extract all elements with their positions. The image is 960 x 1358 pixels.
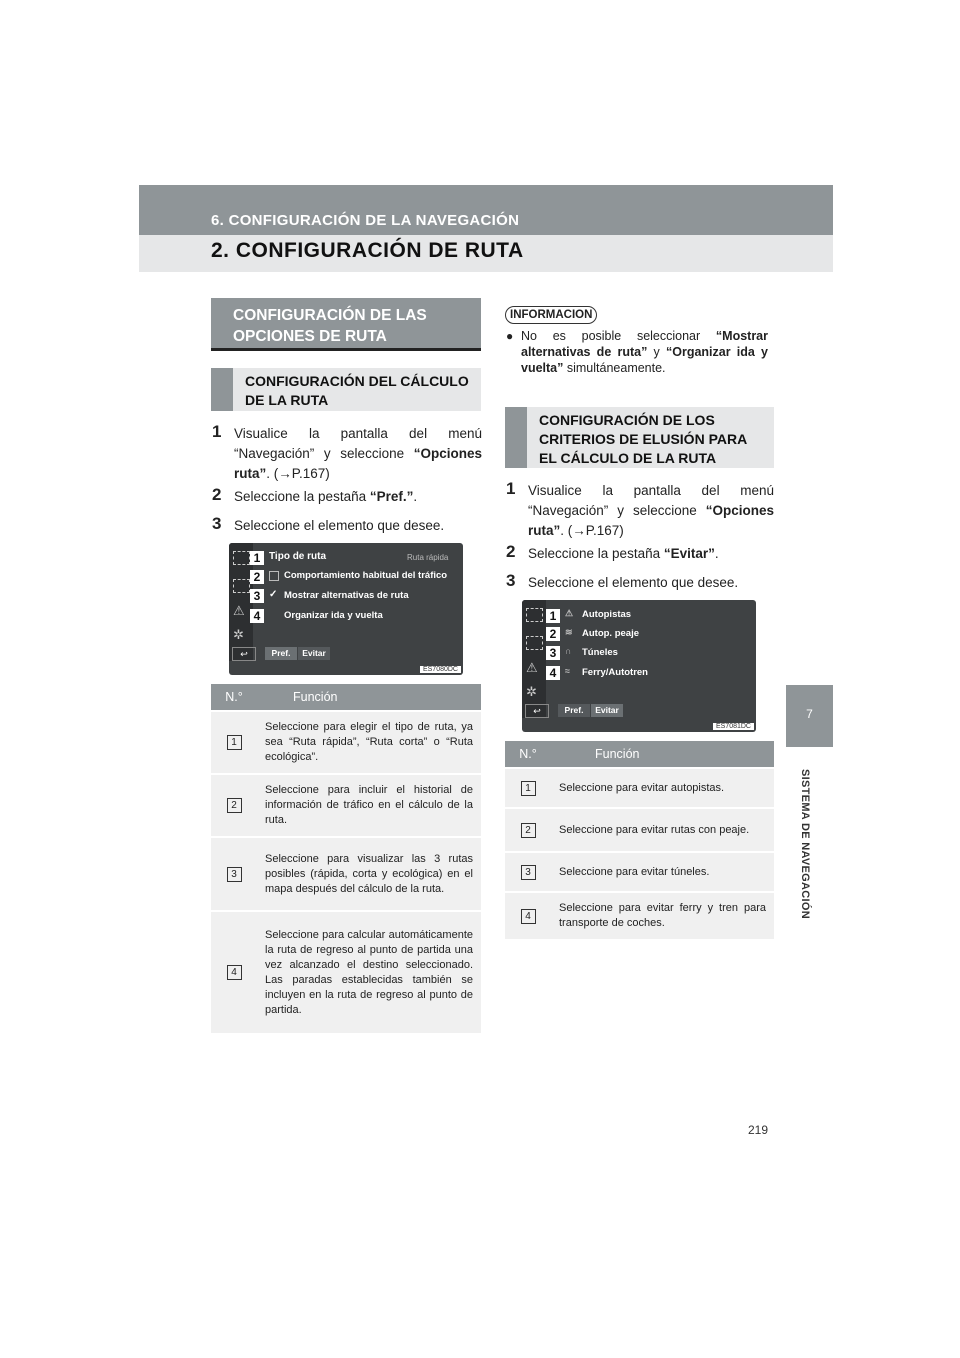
- step-text: Seleccione la pestaña: [528, 546, 664, 561]
- ferry-icon: ≈: [565, 666, 570, 676]
- screen-item: Ferry/Autotren: [582, 667, 648, 678]
- back-icon: ↩: [232, 647, 256, 661]
- chapter-number: 7: [806, 707, 813, 721]
- screen-item: Autop. peaje: [582, 628, 640, 639]
- step-2: [212, 487, 482, 509]
- info-text: y: [647, 345, 666, 359]
- screen-tab: Pref.: [558, 704, 590, 717]
- row-text: Seleccione para evitar autopistas.: [551, 768, 774, 808]
- step-suffix: .: [714, 546, 719, 561]
- step-text: Visualice la pantalla del menú “Navegación” y seleccione: [528, 483, 774, 518]
- step-number: 2: [212, 485, 222, 504]
- step-suffix: . (→P.167): [266, 466, 330, 481]
- step-number: 1: [506, 479, 516, 498]
- step-text: Seleccione el elemento que desee.: [234, 518, 445, 533]
- row-text: Seleccione para visualizar las 3 rutas posibles (rápida, corta y ecológica) en el mapa después del cálculo de la ruta.: [257, 837, 481, 911]
- row-number: 4: [227, 965, 242, 980]
- warning-icon: ⚠: [233, 603, 245, 618]
- table-row: [505, 768, 774, 808]
- step-bold: “Opciones ruta”: [528, 503, 774, 538]
- row-number: 3: [521, 865, 536, 880]
- table-header: N.°: [211, 684, 257, 711]
- step-suffix: .: [413, 489, 418, 504]
- step-3: [212, 516, 482, 538]
- row-number: 1: [227, 735, 242, 750]
- info-bold: “Mostrar alternativas de ruta”: [521, 329, 768, 359]
- step-3: [506, 573, 774, 595]
- screen-item: Túneles: [582, 647, 618, 658]
- step-bold: “Pref.”: [369, 489, 414, 504]
- avoid-screenshot: ⚠ ✲ 1 2 3 4 ⚠ Autopistas ≋ Autop. peaje ∩ Túneles ≈ Ferry/Autotren ↩ Pref. Evitar ES7081DC: [522, 600, 756, 732]
- page-title-bar: [139, 235, 833, 272]
- screen-item: Organizar ida y vuelta: [284, 610, 383, 621]
- screen-item: Comportamiento habitual del tráfico: [284, 570, 448, 581]
- step-suffix: . (→P.167): [560, 523, 624, 538]
- screen-tab: Evitar: [591, 704, 623, 717]
- table-row: [505, 808, 774, 852]
- table-row: [505, 892, 774, 939]
- side-label: [790, 760, 820, 930]
- warning-icon: ⚠: [526, 660, 538, 675]
- snow-icon: ✲: [526, 684, 537, 699]
- row-number: 3: [227, 867, 242, 882]
- side-label-text: SISTEMA DE NAVEGACIÓN: [799, 769, 811, 919]
- subsection-heading-text: CONFIGURACIÓN DEL CÁLCULO DE LA RUTA: [245, 373, 469, 408]
- step-number: 1: [212, 422, 222, 441]
- table-row: [211, 911, 481, 1033]
- info-text: simultáneamente.: [563, 361, 666, 375]
- page-number: 219: [748, 1123, 769, 1137]
- table-header: Función: [257, 684, 481, 711]
- table-row: [211, 711, 481, 774]
- row-number: 2: [227, 798, 242, 813]
- highway-icon: ⚠: [565, 608, 574, 618]
- row-text: Seleccione para evitar túneles.: [551, 852, 774, 892]
- screen-item: Mostrar alternativas de ruta: [284, 590, 409, 601]
- tunnel-icon: ∩: [565, 646, 572, 656]
- table-row: [211, 774, 481, 837]
- info-badge: INFORMACION: [505, 306, 597, 324]
- bullet-icon: ●: [506, 329, 514, 343]
- step-1: [212, 424, 482, 484]
- function-table-left: [211, 684, 481, 1033]
- function-table-right: [505, 741, 774, 939]
- screen-item: Autopistas: [582, 609, 632, 620]
- section-heading-text: CONFIGURACIÓN DE LAS OPCIONES DE RUTA: [233, 307, 427, 345]
- step-text: Visualice la pantalla del menú “Navegación” y seleccione: [234, 426, 482, 461]
- table-row: [211, 837, 481, 911]
- step-number: 3: [506, 571, 516, 590]
- info-bold: “Organizar ida y vuelta”: [521, 345, 768, 375]
- row-text: Seleccione para evitar ferry y tren para transporte de coches.: [551, 892, 774, 939]
- step-text: Seleccione el elemento que desee.: [528, 575, 739, 590]
- row-text: Seleccione para evitar rutas con peaje.: [551, 808, 774, 852]
- step-bold: “Evitar”: [663, 546, 715, 561]
- info-note: [506, 328, 768, 376]
- row-number: 1: [521, 781, 536, 796]
- step-number: 2: [506, 542, 516, 561]
- table-row: [505, 852, 774, 892]
- row-number: 2: [521, 823, 536, 838]
- route-prefs-screenshot: ⚠ ✲ 1 2 3 4 Tipo de ruta Ruta rápida Comportamiento habitual del tráfico ✓ Mostrar alternativas de ruta Organizar ida y vuelta ↩ Pref. Evitar ES7080DC: [229, 543, 463, 675]
- row-text: Seleccione para incluir el historial de información de tráfico en el cálculo de la ruta.: [257, 774, 481, 837]
- screen-tab: Evitar: [298, 647, 330, 660]
- table-header: N.°: [505, 741, 551, 768]
- step-2: [506, 544, 774, 566]
- subsection-heading: [505, 407, 774, 468]
- screen-title: Tipo de ruta: [269, 551, 327, 562]
- step-bold: “Opciones ruta”: [234, 446, 482, 481]
- row-number: 4: [521, 909, 536, 924]
- screen-tab: Pref.: [265, 647, 297, 660]
- screen-title-value: Ruta rápida: [407, 553, 449, 562]
- row-text: Seleccione para calcular automáticamente la ruta de regreso al punto de partida una vez alcanzado el destino seleccionado. Las paradas establecidas también se incluyen en la ruta de regreso al punto de partida.: [257, 911, 481, 1033]
- side-chapter-tab: [786, 685, 833, 747]
- step-text: Seleccione la pestaña: [234, 489, 370, 504]
- image-code: ES7080DC: [420, 666, 461, 673]
- chapter-title: 6. CONFIGURACIÓN DE LA NAVEGACIÓN: [211, 212, 520, 229]
- step-1: [506, 481, 774, 541]
- page-title: 2. CONFIGURACIÓN DE RUTA: [211, 239, 524, 262]
- info-text: No es posible seleccionar: [521, 329, 716, 343]
- image-code: ES7081DC: [713, 723, 754, 730]
- chapter-header: [139, 185, 833, 235]
- section-heading: [211, 298, 481, 351]
- step-number: 3: [212, 514, 222, 533]
- subsection-heading-text: CONFIGURACIÓN DE LOS CRITERIOS DE ELUSIÓN PARA EL CÁLCULO DE LA RUTA: [539, 412, 747, 466]
- subsection-heading: [211, 368, 481, 411]
- row-text: Seleccione para elegir el tipo de ruta, ya sea “Ruta rápida”, “Ruta corta” o “Ruta ecológica”.: [257, 711, 481, 774]
- toll-icon: ≋: [565, 627, 573, 637]
- table-header: Función: [551, 741, 774, 768]
- back-icon: ↩: [525, 704, 549, 718]
- snow-icon: ✲: [233, 627, 244, 642]
